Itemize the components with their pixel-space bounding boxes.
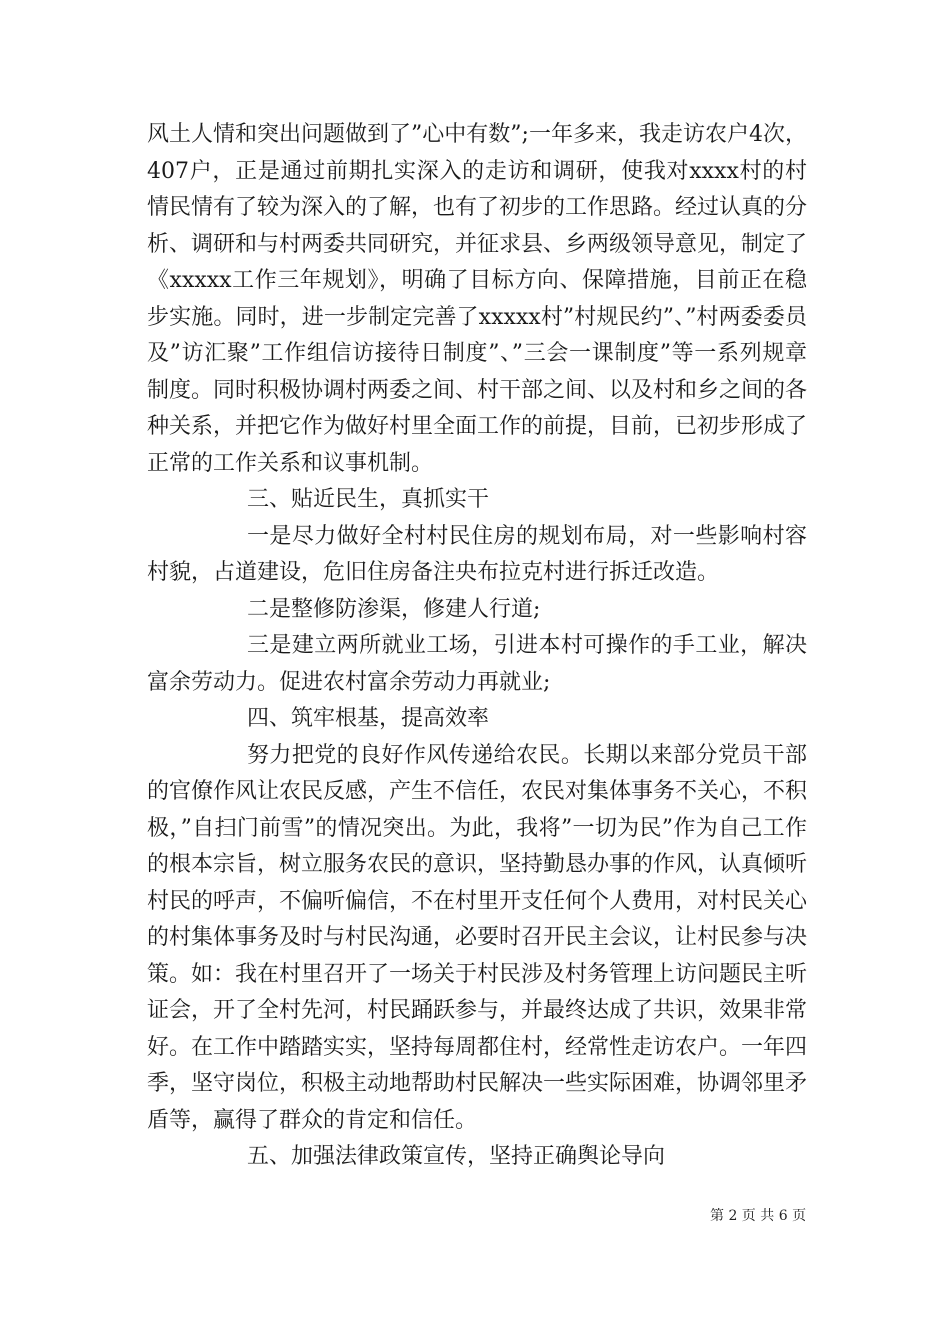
section-heading-3: 三、贴近民生，真抓实干 [247, 487, 490, 512]
section-heading-4: 四、筑牢根基，提高效率 [247, 706, 490, 731]
paragraph-item-2: 二是整修防渗渠，修建人行道; [247, 596, 541, 622]
paragraph-item-1: 一是尽力做好全村村民住房的规划布局，对一些影响村容村貌，占道建设，危旧住房备注央布拉克村进行拆迁改造。 [147, 523, 807, 585]
paragraph-item-3: 三是建立两所就业工场，引进本村可操作的手工业，解决富余劳动力。促进农村富余劳动力再就业; [147, 633, 807, 695]
document-body [147, 117, 807, 1176]
paragraph-continuation: 风土人情和突出问题做到了”心中有数”;一年多来，我走访农户4次，407户，正是通过前期扎实深入的走访和调研，使我对xxxx村的村情民情有了较为深入的了解，也有了初步的工作思路。经过认真的分析、调研和与村两委共同研究，并征求县、乡两级领导意见，制定了《xxxxx工作三年规划》，明确了目标方向、保障措施，目前正在稳步实施。同时，进一步制定完善了xxxxx村”村规民约”、”村两委委员及”访汇聚”工作组信访接待日制度”、”三会一课制度”等一系列规章制度。同时积极协调村两委之间、村干部之间、以及村和乡之间的各种关系，并把它作为做好村里全面工作的前提，目前，已初步形成了正常的工作关系和议事机制。 [147, 122, 808, 476]
section-heading-5: 五、加强法律政策宣传，坚持正确舆论导向 [247, 1144, 666, 1169]
page-number-footer: 第 2 页 共 6 页 [710, 1208, 807, 1224]
paragraph-party-style: 努力把党的良好作风传递给农民。长期以来部分党员干部的官僚作风让农民反感，产生不信任，农民对集体事务不关心，不积极，”自扫门前雪”的情况突出。为此，我将”一切为民”作为自己工作的根本宗旨，树立服务农民的意识，坚持勤恳办事的作风，认真倾听村民的呼声，不偏听偏信，不在村里开支任何个人费用，对村民关心的村集体事务及时与村民沟通，必要时召开民主会议，让村民参与决策。如：我在村里召开了一场关于村民涉及村务管理上访问题民主听证会，开了全村先河，村民踊跃参与，并最终达成了共识，效果非常好。在工作中踏踏实实，坚持每周都住村，经常性走访农户。一年四季，坚守岗位，积极主动地帮助村民解决一些实际困难，协调邻里矛盾等，赢得了群众的肯定和信任。 [147, 742, 808, 1133]
